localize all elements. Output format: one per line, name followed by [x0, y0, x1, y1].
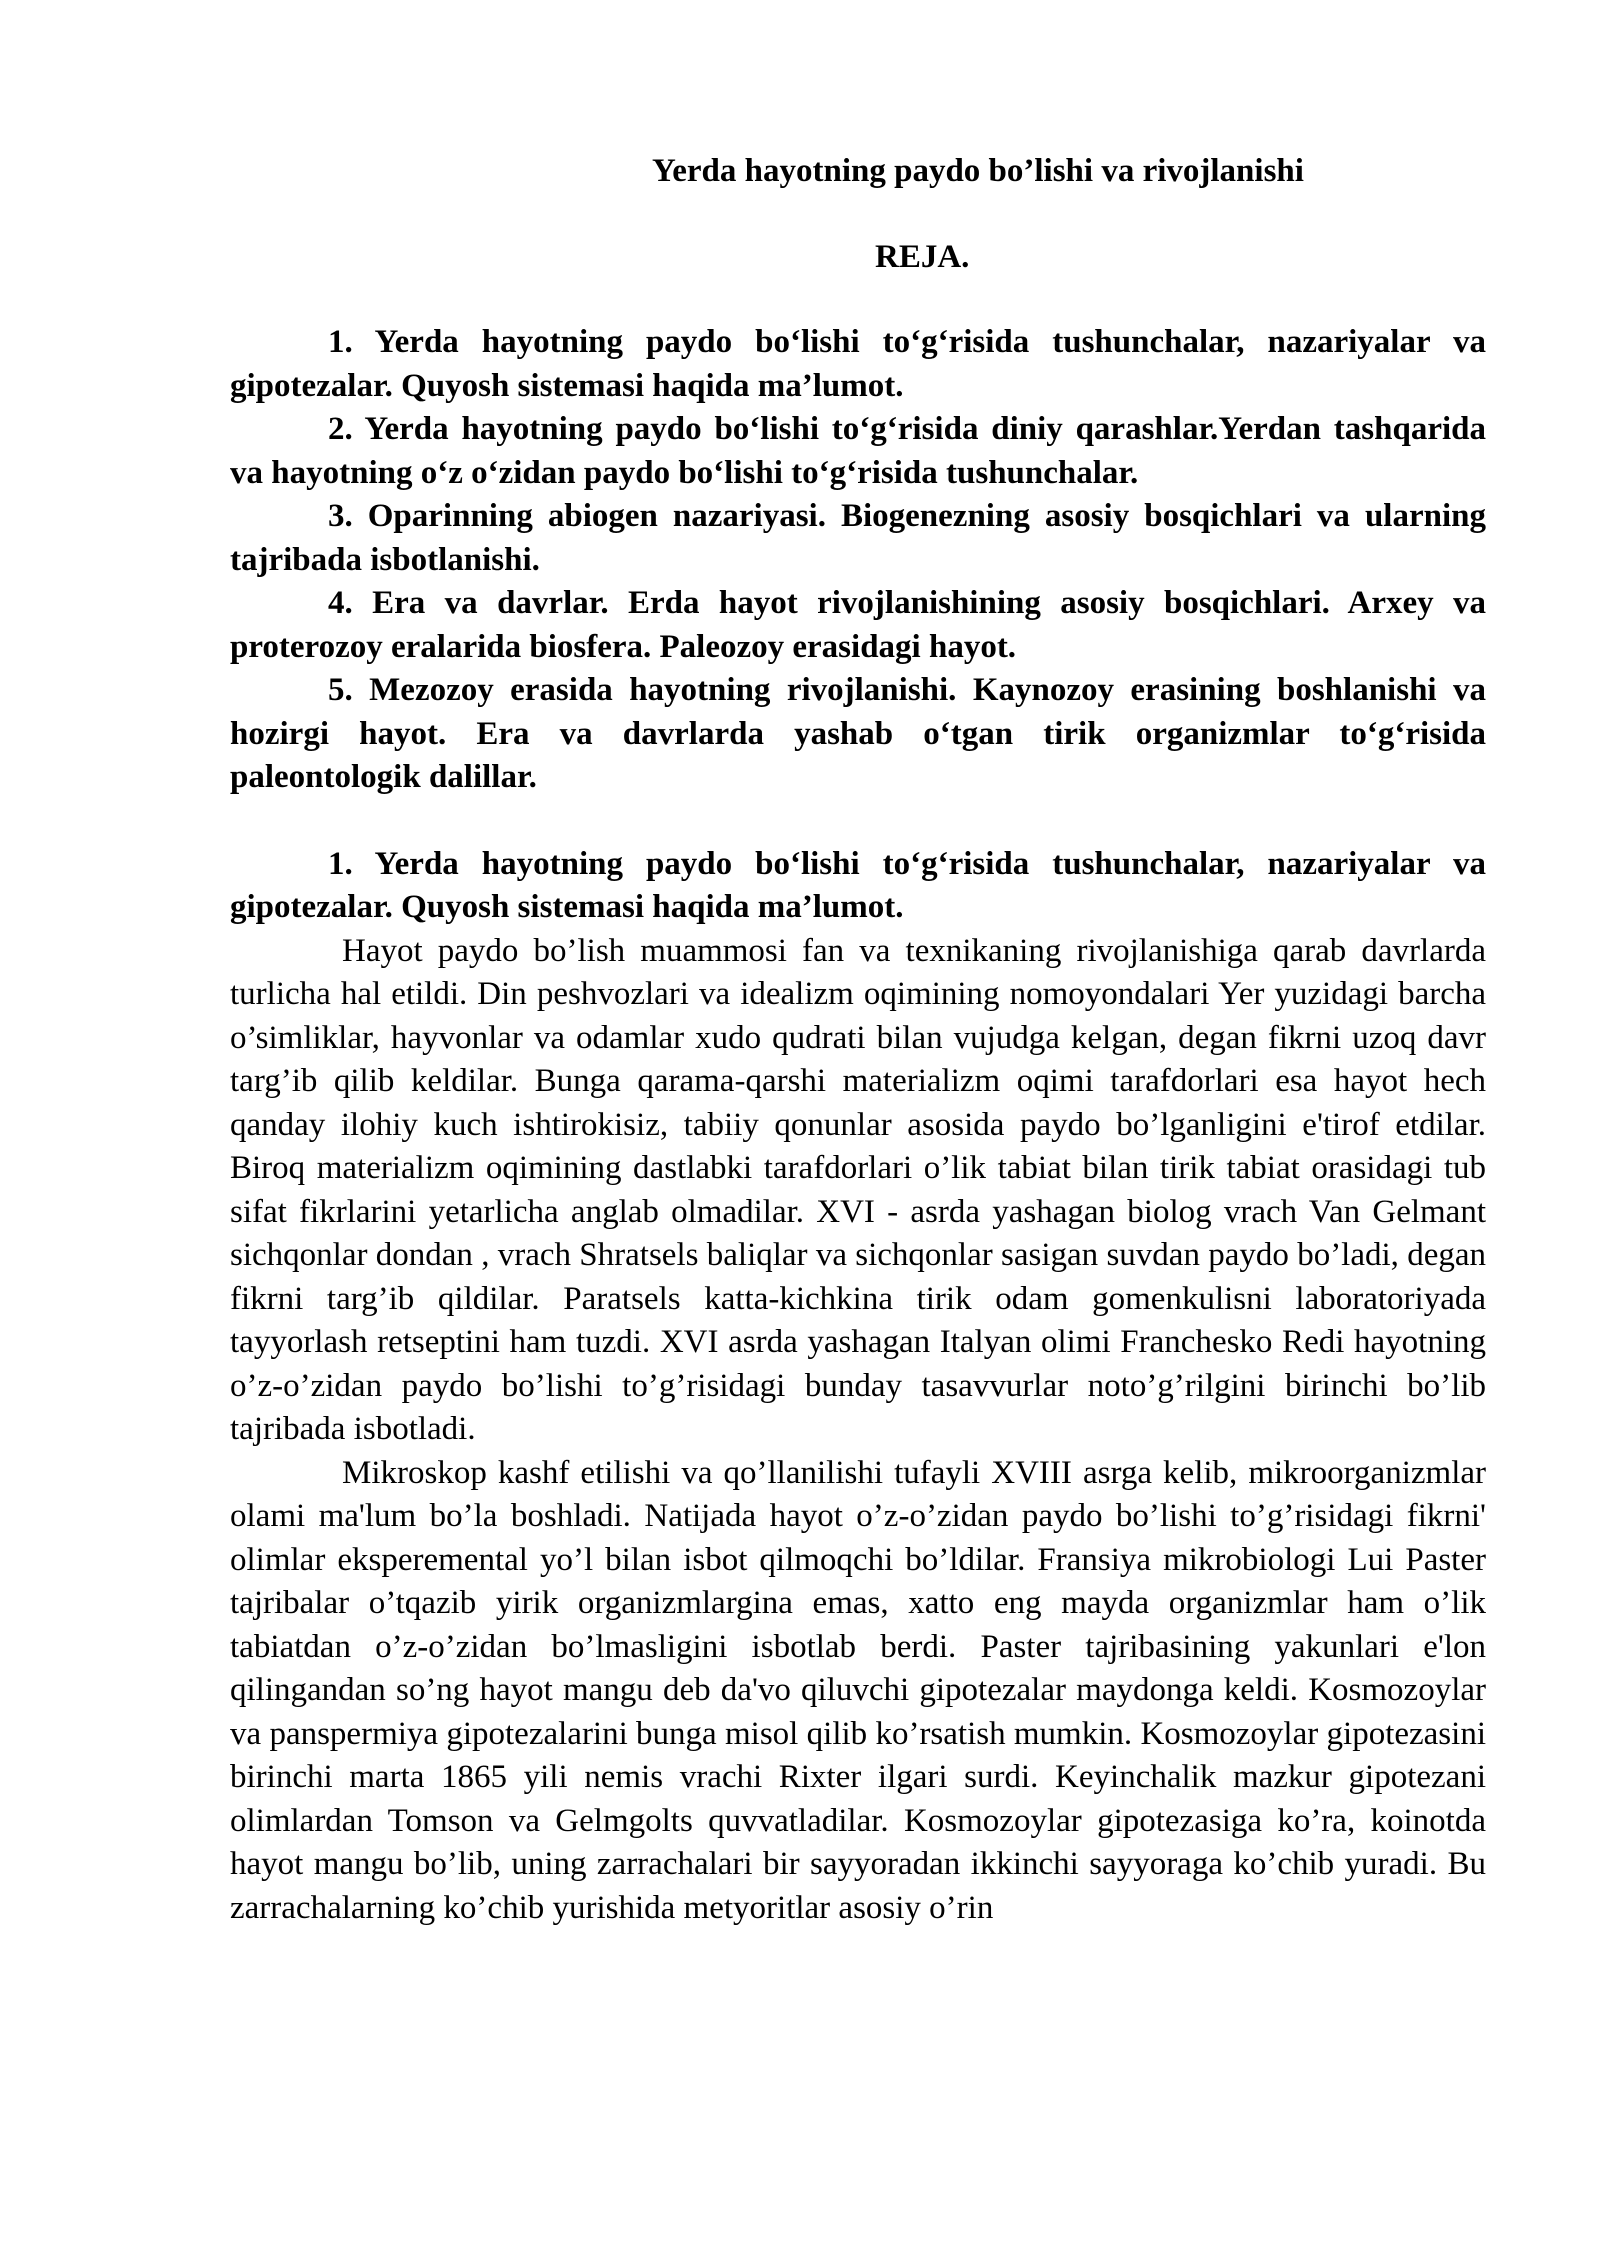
section-heading: 1. Yerda hayotning paydo bo‘lishi to‘g‘risida tushunchalar, nazariyalar va gipotezalar. Quyosh sistemasi haqida ma’lumot.: [230, 845, 1486, 925]
document-content: [230, 150, 1486, 1930]
body-paragraph: Hayot paydo bo’lish muammosi fan va texnikaning rivojlanishiga qarab davrlarda turlicha hal etildi. Din peshvozlari va idealizm oqimining nomoyondalari Yer yuzidagi barcha o’simliklar, hayvonlar va odamlar xudo qudrati bilan vujudga kelgan, degan fikrni uzoq davr targ’ib qilib keldilar. Bunga qarama-qarshi materializm oqimi tarafdorlari esa hayot hech qanday ilohiy kuch ishtirokisiz, tabiiy qonunlar asosida paydo bo’lganligini e'tirof etdilar. Biroq materializm oqimining dastlabki tarafdorlari o’lik tabiat bilan tirik tabiat orasidagi tub sifat fikrlarini yetarlicha anglab olmadilar. XVI - asrda yashagan biolog vrach Van Gelmant sichqonlar dondan , vrach Shratsels baliqlar va sichqonlar sasigan suvdan paydo bo’ladi, degan fikrni targ’ib qildilar. Paratsels katta-kichkina tirik odam gomenkulisni laboratoriyada tayyorlash retseptini ham tuzdi. XVI asrda yashagan Italyan olimi Franchesko Redi hayotning o’z-o’zidan paydo bo’lishi to’g’risidagi bunday tasavvurlar noto’g’rilgini birinchi bo’lib tajribada isbotladi.: [230, 932, 1486, 1447]
document-title: Yerda hayotning paydo bo’lishi va rivojlanishi: [652, 153, 1304, 189]
plan-item: 5. Mezozoy erasida hayotning rivojlanishi. Kaynozoy erasining boshlanishi va hozirgi hayot. Era va davrlarda yashab o‘tgan tirik organizmlar to‘g‘risida paleontologik dalillar.: [230, 672, 1486, 795]
plan-item: 2. Yerda hayotning paydo bo‘lishi to‘g‘risida diniy qarashlar.Yerdan tashqarida va hayotning o‘z o‘zidan paydo bo‘lishi to‘g‘risida tushunchalar.: [230, 411, 1486, 491]
section-gap: [230, 800, 1486, 843]
plan-list: [230, 321, 1486, 800]
plan-item: 4. Era va davrlar. Erda hayot rivojlanishining asosiy bosqichlari. Arxey va proterozoy eralarida biosfera. Paleozoy erasidagi hayot.: [230, 585, 1486, 665]
plan-item: 1. Yerda hayotning paydo bo‘lishi to‘g‘risida tushunchalar, nazariyalar va gipotezalar. Quyosh sistemasi haqida ma’lumot.: [230, 324, 1486, 404]
body-paragraph: Mikroskop kashf etilishi va qo’llanilishi tufayli XVIII asrga kelib, mikroorganizmlar olami ma'lum bo’la boshladi. Natijada hayot o’z-o’zidan paydo bo’lishi to’g’risidagi fikrni' olimlar eksperemental yo’l bilan isbot qilmoqchi bo’ldilar. Fransiya mikrobiologi Lui Paster tajribalar o’tqazib yirik organizmlargina emas, xatto eng mayda organizmlar ham o’lik tabiatdan o’z-o’zidan bo’lmasligini isbotlab berdi. Paster tajribasining yakunlari e'lon qilingandan so’ng hayot mangu deb da'vo qiluvchi gipotezalar maydonga keldi. Kosmozoylar va panspermiya gipotezalarini bunga misol qilib ko’rsatish mumkin. Kosmozoylar gipotezasini birinchi marta 1865 yili nemis vrachi Rixter ilgari surdi. Keyinchalik mazkur gipotezani olimlardan Tomson va Gelmgolts quvvatladilar. Kosmozoylar gipotezasiga ko’ra, koinotda hayot mangu bo’lib, uning zarrachalari bir sayyoradan ikkinchi sayyoraga ko’chib yuradi. Bu zarrachalarning ko’chib yurishida metyoritlar asosiy o’rin: [230, 1454, 1486, 1926]
plan-heading: REJA.: [875, 238, 970, 275]
plan-item: 3. Oparinning abiogen nazariyasi. Biogenezning asosiy bosqichlari va ularning tajribada isbotlanishi.: [230, 498, 1486, 578]
